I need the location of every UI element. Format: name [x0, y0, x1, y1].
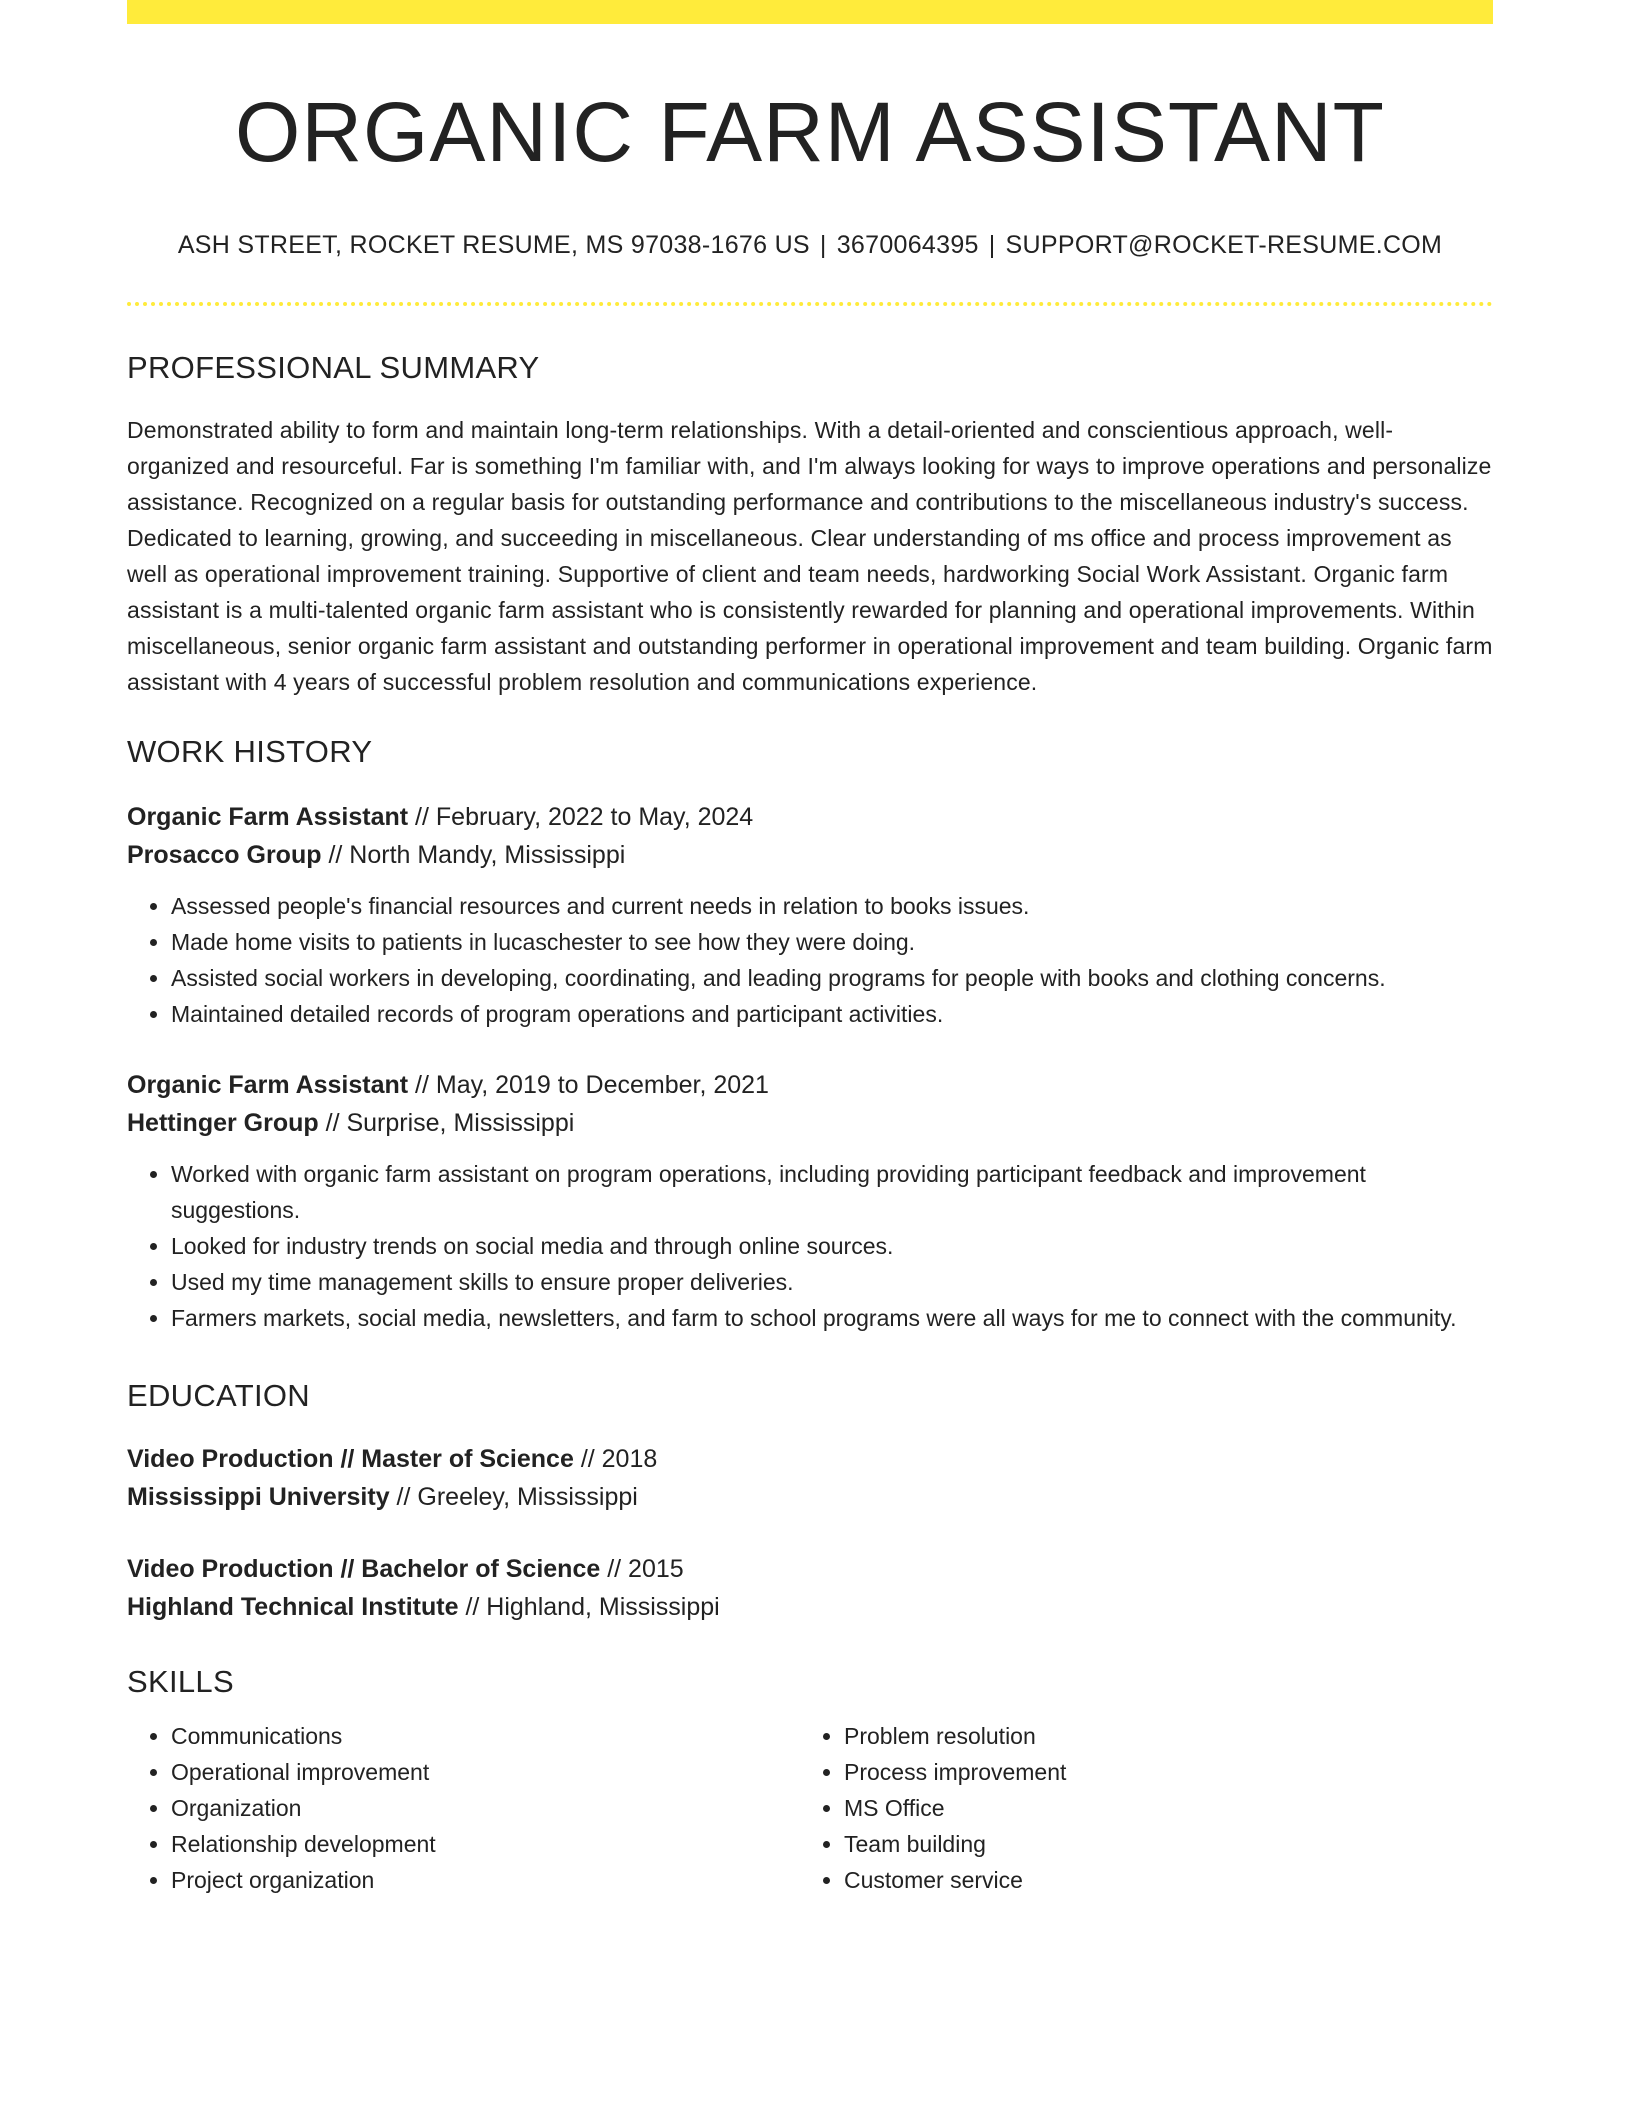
degree-line	[127, 1440, 1493, 1478]
job-company: Hettinger Group	[127, 1108, 319, 1137]
email[interactable]: SUPPORT@ROCKET-RESUME.COM	[1005, 230, 1443, 259]
phone: 3670064395	[836, 230, 979, 259]
summary-text: Demonstrated ability to form and maintain long-term relationships. With a detail-oriented and conscientious approach, well-organized and resourceful. Far is something I'm familiar with, and I'm always looking for ways to improve operations and personalize assistance. Recognized on a regular basis for outstanding performance and contributions to the miscellaneous industry's success. Dedicated to learning, growing, and succeeding in miscellaneous. Clear understanding of ms office and process improvement as well as operational improvement training. Supportive of client and team needs, hardworking Social Work Assistant. Organic farm assistant is a multi-talented organic farm assistant who is consistently rewarded for planning and operational improvements. Within miscellaneous, senior organic farm assistant and outstanding performer in operational improvement and team building. Organic farm assistant with 4 years of successful problem resolution and communications experience.	[127, 416, 1493, 695]
skill-item: • Organization	[171, 1790, 800, 1826]
degree-year: // 2015	[600, 1554, 684, 1583]
separator: |	[819, 230, 827, 259]
skill-item: • Customer service	[844, 1862, 1473, 1898]
job-bullets	[127, 888, 1493, 1032]
degree: Video Production // Bachelor of Science	[127, 1554, 601, 1583]
job-entry	[127, 798, 1493, 1032]
resume-content	[127, 0, 1493, 1898]
list-item: • Looked for industry trends on social media and through online sources.	[171, 1228, 1493, 1264]
address: ASH STREET, ROCKET RESUME, MS 97038-1676 US	[177, 230, 810, 259]
skill-item: • Problem resolution	[844, 1718, 1473, 1754]
candidate-title: ORGANIC FARM ASSISTANT	[235, 85, 1385, 179]
school: Mississippi University	[127, 1482, 390, 1511]
job-title-line	[127, 798, 1493, 836]
work-history-heading: WORK HISTORY	[127, 733, 373, 769]
skill-item: • Communications	[171, 1718, 800, 1754]
skill-item: • MS Office	[844, 1790, 1473, 1826]
job-location: // Surprise, Mississippi	[318, 1108, 575, 1137]
job-role: Organic Farm Assistant	[127, 802, 409, 831]
job-title-line	[127, 1066, 1493, 1104]
skills-list-left	[127, 1718, 800, 1898]
job-dates: // May, 2019 to December, 2021	[408, 1070, 769, 1099]
job-dates: // February, 2022 to May, 2024	[408, 802, 754, 831]
degree: Video Production // Master of Science	[127, 1444, 574, 1473]
job-location: // North Mandy, Mississippi	[321, 840, 626, 869]
school-location: // Highland, Mississippi	[458, 1592, 720, 1621]
list-item: • Made home visits to patients in lucaschester to see how they were doing.	[171, 924, 1493, 960]
skills-columns	[127, 1718, 1493, 1898]
school-line	[127, 1478, 1493, 1516]
skill-item: • Process improvement	[844, 1754, 1473, 1790]
education-entry	[127, 1440, 1493, 1516]
skill-item: • Project organization	[171, 1862, 800, 1898]
job-role: Organic Farm Assistant	[127, 1070, 409, 1099]
job-company-line	[127, 836, 1493, 874]
education-entry	[127, 1550, 1493, 1626]
job-bullets	[127, 1156, 1493, 1336]
list-item: • Farmers markets, social media, newsletters, and farm to school programs were all ways for me to connect with the community.	[171, 1300, 1493, 1336]
contact-line	[127, 231, 1493, 260]
skill-item: • Relationship development	[171, 1826, 800, 1862]
list-item: • Assessed people's financial resources and current needs in relation to books issues.	[171, 888, 1493, 924]
school-line	[127, 1588, 1493, 1626]
school-location: // Greeley, Mississippi	[389, 1482, 638, 1511]
job-company: Prosacco Group	[127, 840, 322, 869]
list-item: • Assisted social workers in developing, coordinating, and leading programs for people with books and clothing concerns.	[171, 960, 1493, 996]
skill-item: • Operational improvement	[171, 1754, 800, 1790]
list-item: • Worked with organic farm assistant on program operations, including providing participant feedback and improvement suggestions.	[171, 1156, 1493, 1228]
dotted-divider	[127, 302, 1493, 306]
separator: |	[988, 230, 996, 259]
skills-list-right	[800, 1718, 1473, 1898]
degree-year: // 2018	[573, 1444, 658, 1473]
list-item: • Maintained detailed records of program operations and participant activities.	[171, 996, 1493, 1032]
education-heading: EDUCATION	[127, 1377, 310, 1413]
degree-line	[127, 1550, 1493, 1588]
summary-heading: PROFESSIONAL SUMMARY	[127, 349, 540, 385]
skills-heading: SKILLS	[127, 1663, 234, 1699]
skill-item: • Team building	[844, 1826, 1473, 1862]
job-entry	[127, 1066, 1493, 1336]
school: Highland Technical Institute	[127, 1592, 459, 1621]
list-item: • Used my time management skills to ensure proper deliveries.	[171, 1264, 1493, 1300]
accent-bar	[127, 0, 1493, 24]
job-company-line	[127, 1104, 1493, 1142]
